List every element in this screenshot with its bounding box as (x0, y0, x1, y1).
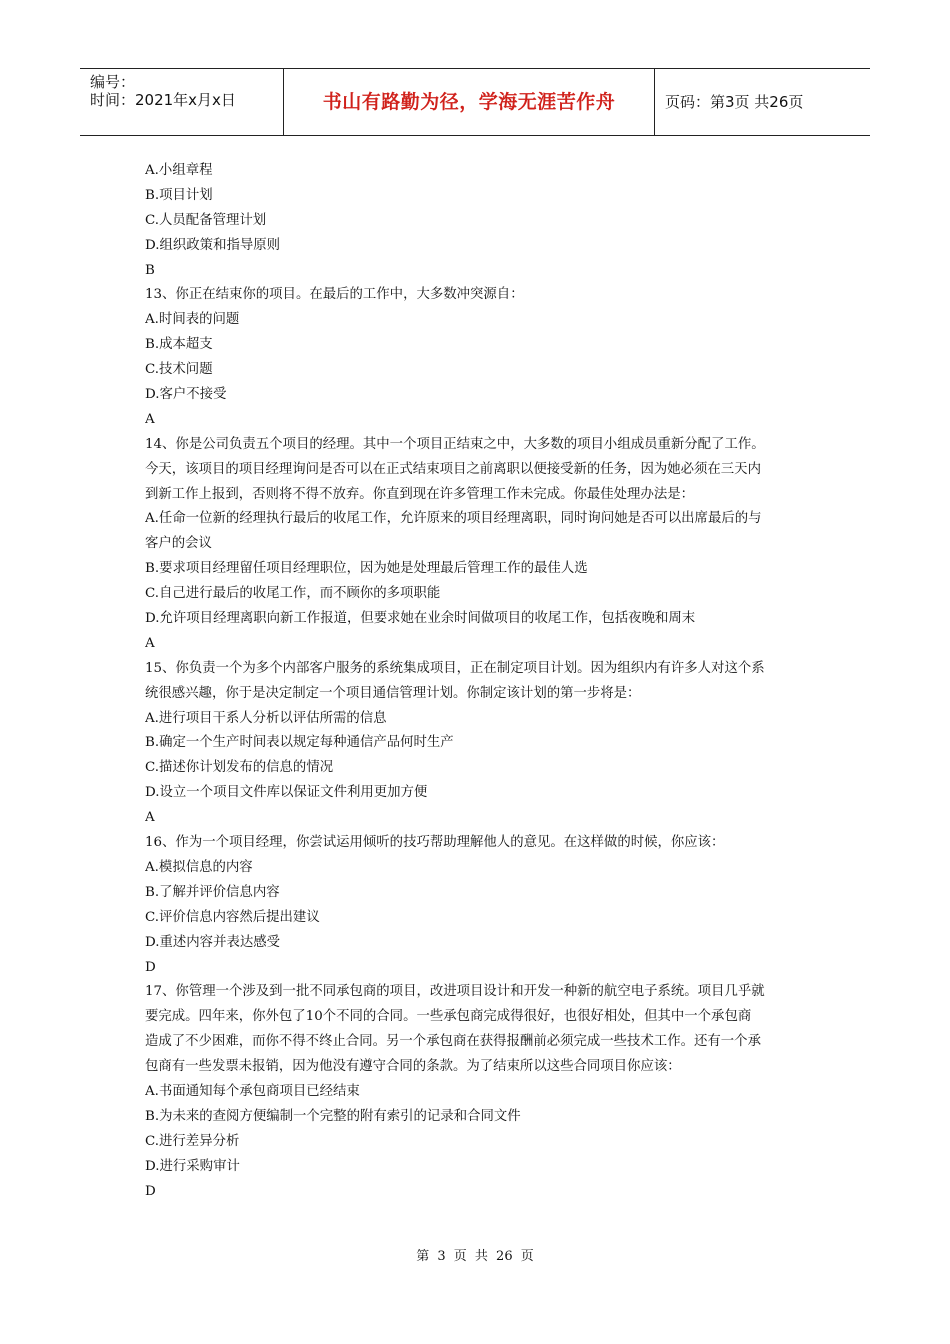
text-line: C.自己进行最后的收尾工作，而不顾你的多项职能 (145, 586, 441, 602)
page-footer: 第 3 页 共 26 页 (416, 1249, 534, 1264)
text-line: 14、你是公司负责五个项目的经理。其中一个项目正结束之中，大多数的项目小组成员重新分配了工作。 (145, 436, 765, 452)
text-line: 17、你管理一个涉及到一批不同承包商的项目，改进项目设计和开发一种新的航空电子系统。项目几乎就 (145, 984, 765, 1000)
page-header (80, 68, 870, 136)
text-line: C.进行差异分析 (145, 1133, 240, 1149)
text-line: A (145, 810, 155, 826)
text-line: C.人员配备管理计划 (145, 212, 267, 228)
text-line: 客户的会议 (145, 536, 212, 552)
text-line: A.模拟信息的内容 (145, 859, 253, 875)
document-number-label: 编号： (90, 73, 136, 91)
text-line: 今天，该项目的项目经理询问是否可以在正式结束项目之前离职以便接受新的任务，因为她必须在三天内 (145, 461, 761, 477)
text-line: D.进行采购审计 (145, 1158, 240, 1174)
text-line: D (145, 1183, 156, 1199)
header-meta (80, 69, 283, 135)
text-line: A.任命一位新的经理执行最后的收尾工作，允许原来的项目经理离职，同时询问她是否可以出席最后的与 (145, 511, 762, 527)
text-line: A.书面通知每个承包商项目已经结束 (145, 1083, 360, 1099)
document-date-label: 时间：2021年x月x日 (90, 91, 236, 109)
text-line: D.允许项目经理离职向新工作报道，但要求她在业余时间做项目的收尾工作，包括夜晚和周末 (145, 611, 696, 627)
text-line: 13、你正在结束你的项目。在最后的工作中，大多数冲突源自： (145, 287, 524, 303)
text-line: 到新工作上报到，否则将不得不放弃。你直到现在许多管理工作未完成。你最佳处理办法是： (145, 486, 695, 502)
text-line: B.确定一个生产时间表以规定每种通信产品何时生产 (145, 735, 454, 751)
text-line: C.评价信息内容然后提出建议 (145, 909, 320, 925)
text-line: 统很感兴趣，你于是决定制定一个项目通信管理计划。你制定该计划的第一步将是： (145, 685, 641, 701)
text-line: C.技术问题 (145, 362, 213, 378)
text-line: 造成了不少困难，而你不得不终止合同。另一个承包商在获得报酬前必须完成一些技术工作。还有一个承 (145, 1034, 761, 1050)
text-line: A (145, 635, 155, 651)
text-line: 包商有一些发票未报销，因为他没有遵守合同的条款。为了结束所以这些合同项目你应该： (145, 1059, 681, 1075)
text-line: D (145, 959, 156, 975)
text-line: A.时间表的问题 (145, 312, 240, 328)
header-page-number: 页码：第3页 共26页 (665, 93, 804, 111)
text-line: B.项目计划 (145, 187, 213, 203)
text-line: A.小组章程 (145, 163, 213, 178)
text-line: D.设立一个项目文件库以保证文件利用更加方便 (145, 785, 428, 801)
text-line: C.描述你计划发布的信息的情况 (145, 760, 334, 776)
text-line: 15、你负责一个为多个内部客户服务的系统集成项目，正在制定项目计划。因为组织内有许多人对这个系 (145, 660, 765, 676)
text-line: D.重述内容并表达感受 (145, 934, 281, 950)
text-line: B (145, 262, 155, 278)
text-line: A.进行项目干系人分析以评估所需的信息 (145, 710, 387, 726)
text-line: B.成本超支 (145, 337, 213, 353)
text-line: D.组织政策和指导原则 (145, 237, 281, 253)
text-line: 要完成。四年来，你外包了10个不同的合同。一些承包商完成得很好，也很好相处，但其中一个承包商 (145, 1009, 752, 1025)
text-line: A (145, 411, 155, 427)
text-line: 16、作为一个项目经理，你尝试运用倾听的技巧帮助理解他人的意见。在这样做的时候，你应该： (145, 835, 725, 851)
header-motto: 书山有路勤为径，学海无涯苦作舟 (283, 69, 655, 135)
text-line: B.了解并评价信息内容 (145, 884, 280, 900)
text-line: D.客户不接受 (145, 387, 227, 403)
text-line: B.为未来的查阅方便编制一个完整的附有索引的记录和合同文件 (145, 1108, 521, 1124)
document-body (145, 159, 815, 1204)
text-line: B.要求项目经理留任项目经理职位，因为她是处理最后管理工作的最佳人选 (145, 561, 588, 577)
